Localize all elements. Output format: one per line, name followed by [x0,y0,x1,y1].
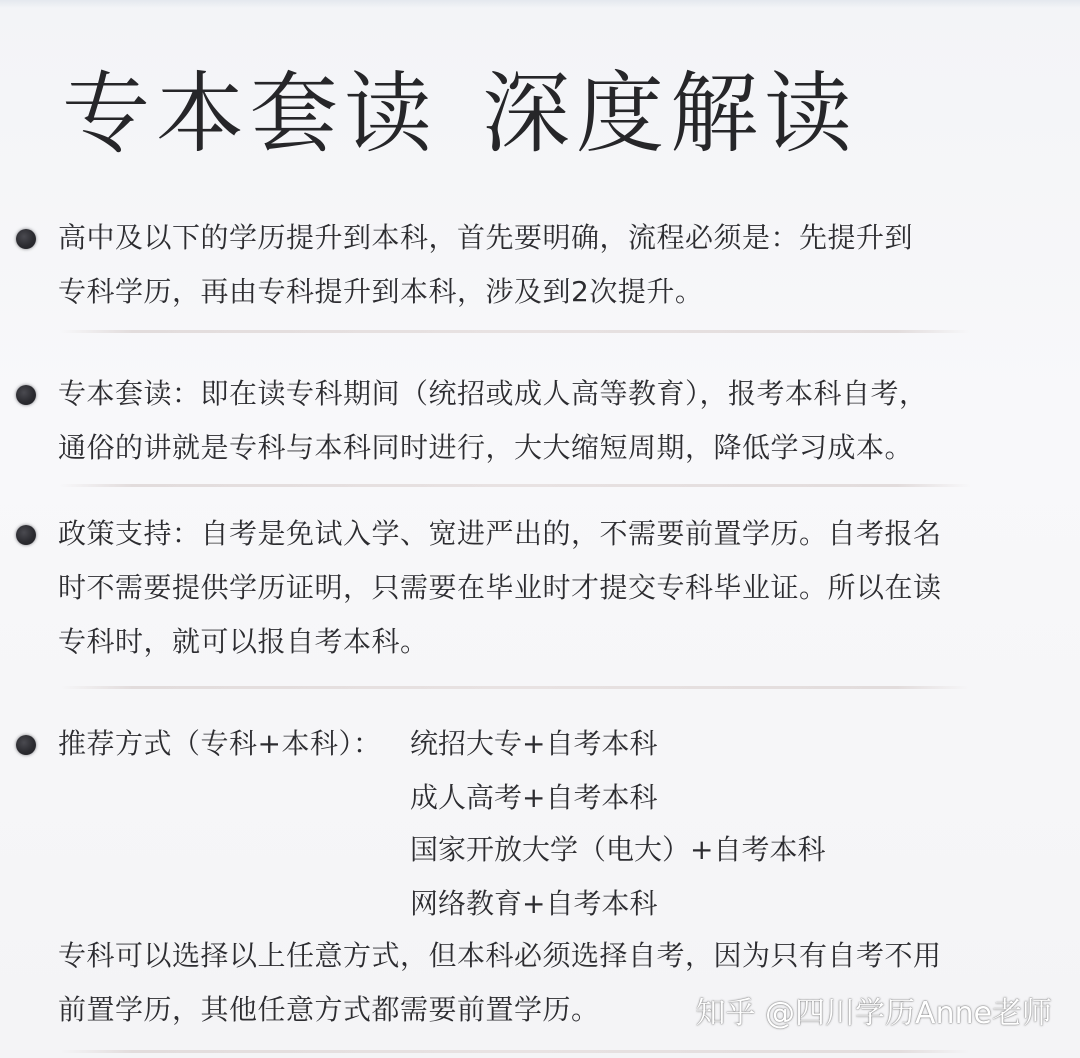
section-1-line-2: 专科学历，再由专科提升到本科，涉及到2次提升。 [58,275,704,308]
section-2-line-2: 通俗的讲就是专科与本科同时进行，大大缩短周期，降低学习成本。 [58,431,914,464]
page-title [62,62,858,166]
bullet-icon [16,735,36,755]
section-3-line-1: 政策支持：自考是免试入学、宽进严出的，不需要前置学历。自考报名 [58,517,942,550]
watermark: 知乎 @四川学历Anne老师 [695,996,1052,1031]
divider [60,330,970,333]
bullet-icon [16,525,36,545]
divider [60,686,970,689]
method-item-3: 国家开放大学（电大）+自考本科 [410,833,826,866]
section-4-line-2: 前置学历，其他任意方式都需要前置学历。 [58,993,600,1026]
title-part-2: 深度解读 [482,62,859,165]
bullet-icon [16,229,36,249]
recommend-label: 推荐方式（专科+本科）： [58,727,382,760]
top-edge-shade [0,0,1080,8]
method-item-4: 网络教育+自考本科 [410,887,658,920]
divider [60,484,970,487]
bullet-icon [16,385,36,405]
method-item-2: 成人高考+自考本科 [410,781,658,814]
method-item-1: 统招大专+自考本科 [410,727,658,760]
section-3-line-2: 时不需要提供学历证明，只需要在毕业时才提交专科毕业证。所以在读 [58,571,942,604]
divider [60,1050,970,1053]
section-1-line-1: 高中及以下的学历提升到本科，首先要明确，流程必须是：先提升到 [58,221,914,254]
title-part-1: 专本套读 [62,62,439,165]
section-3-line-3: 专科时，就可以报自考本科。 [58,625,429,658]
section-2-line-1: 专本套读：即在读专科期间（统招或成人高等教育），报考本科自考， [58,377,928,410]
section-4-line-1: 专科可以选择以上任意方式，但本科必须选择自考，因为只有自考不用 [58,939,942,972]
